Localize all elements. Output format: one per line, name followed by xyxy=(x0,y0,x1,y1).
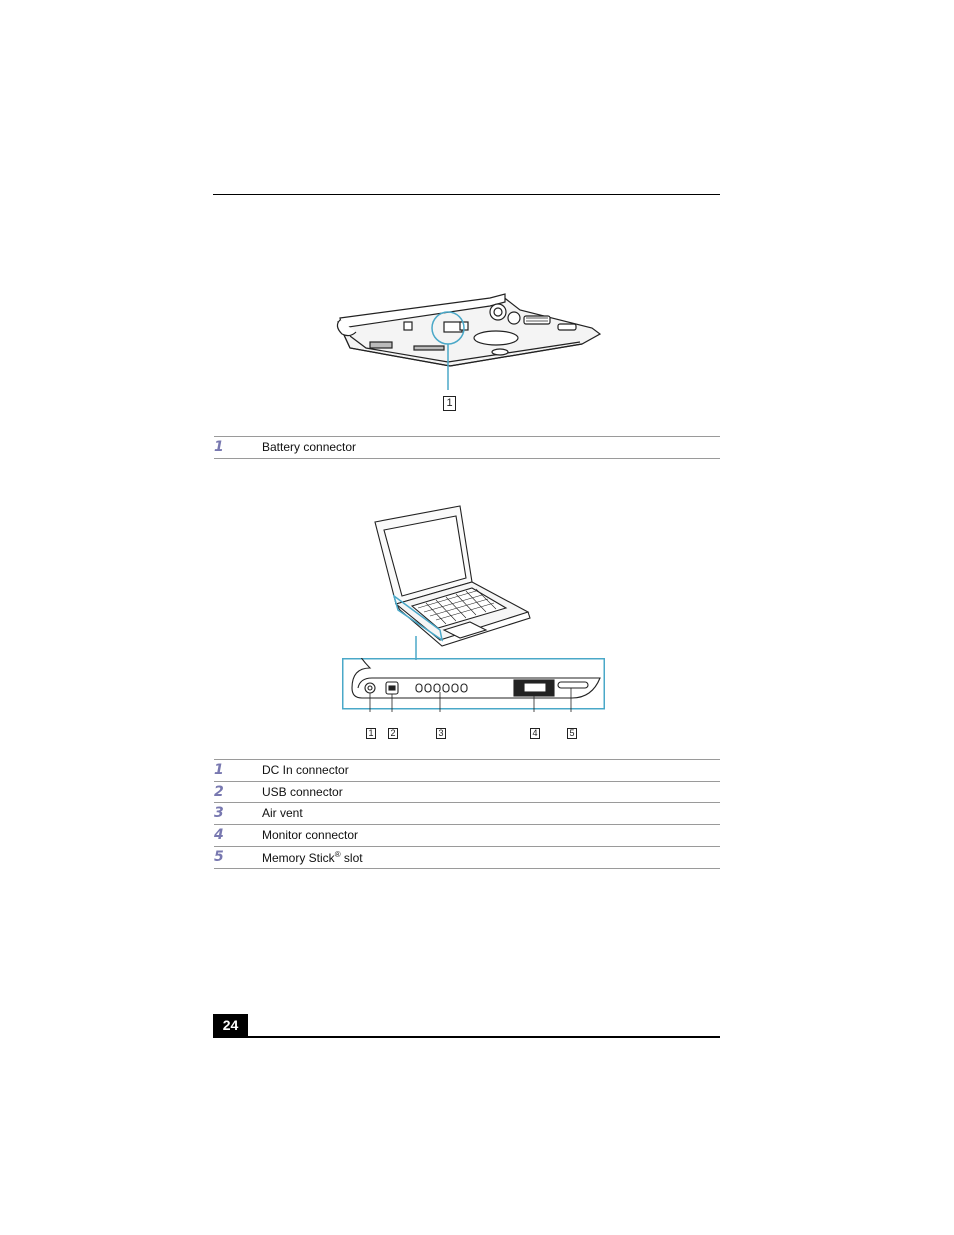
table2-row-3 xyxy=(214,803,720,825)
footer-rule xyxy=(213,1036,720,1038)
table2-row-2 xyxy=(214,782,720,804)
figure2-callout-5: 5 xyxy=(567,728,577,739)
item-label xyxy=(262,850,363,865)
item-label: Monitor connector xyxy=(262,828,359,842)
laptop-open-illustration xyxy=(340,500,540,660)
side-ports-illustration xyxy=(342,658,605,712)
table1-row-1 xyxy=(214,437,720,459)
table2-row-5 xyxy=(214,847,720,869)
item-number: 3 xyxy=(214,805,224,821)
item-label: DC In connector xyxy=(262,763,349,777)
table2-row-4 xyxy=(214,825,720,847)
item-number: 5 xyxy=(214,849,224,865)
page-number: 24 xyxy=(213,1014,248,1037)
figure1-callout-1: 1 xyxy=(443,396,456,411)
figure2-callout-1: 1 xyxy=(366,728,376,739)
table2-rule-5 xyxy=(214,868,720,869)
item-label: Air vent xyxy=(262,806,303,820)
item-label: Battery connector xyxy=(262,440,357,454)
item-label-text: Memory Stick xyxy=(262,851,335,865)
item-number: 4 xyxy=(214,827,224,843)
header-rule xyxy=(213,194,720,195)
item-number: 1 xyxy=(214,762,224,778)
item-number: 1 xyxy=(214,439,224,455)
figure2-callout-2: 2 xyxy=(388,728,398,739)
item-label: USB connector xyxy=(262,785,343,799)
figure2-callout-4: 4 xyxy=(530,728,540,739)
item-label-suffix: slot xyxy=(340,851,363,865)
item-number: 2 xyxy=(214,784,224,800)
table2-row-1 xyxy=(214,760,720,782)
table1-bottom-rule xyxy=(214,458,720,459)
laptop-bottom-illustration xyxy=(330,288,610,418)
registered-mark: ® xyxy=(334,850,341,859)
figure2-callout-3: 3 xyxy=(436,728,446,739)
